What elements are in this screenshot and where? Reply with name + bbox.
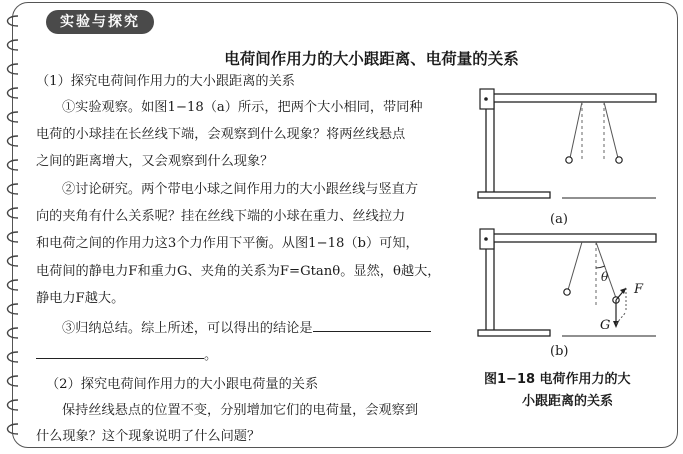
heading-distance: （1）探究电荷间作用力的大小跟距离的关系 — [36, 74, 295, 89]
force-g-label: G — [600, 318, 611, 333]
spiral-binding — [0, 10, 22, 450]
support-arm-a — [486, 94, 656, 102]
figure-a-apparatus — [472, 88, 662, 208]
paragraph-observe-line3: 之间的距离增大，又会观察到什么现象？ — [36, 154, 274, 169]
paragraph-discuss-line3: 和电荷之间的作用力这3个力作用下平衡。从图1−18（b）可知， — [36, 236, 419, 251]
figure-b-label: (b) — [550, 344, 569, 359]
page-title: 电荷间作用力的大小跟距离、电荷量的关系 — [224, 50, 519, 68]
paragraph-observe-line2: 电荷的小球挂在长丝线下端，会观察到什么现象？将两丝线悬点 — [36, 127, 406, 142]
clamp-screw-a — [484, 97, 488, 101]
force-f-label: F — [634, 282, 644, 297]
angle-theta-label: θ — [601, 270, 609, 284]
thread-left-b — [568, 242, 582, 290]
force-arrowhead-g — [613, 321, 619, 328]
stand-base-b — [478, 330, 550, 336]
thread-left-a — [570, 102, 582, 158]
figure-caption-line1: 图1−18 电荷作用力的大 — [484, 372, 631, 387]
support-arm-b — [486, 234, 656, 242]
clamp-screw-b — [484, 237, 488, 241]
answer-blank-2[interactable] — [36, 343, 204, 359]
stand-base-a — [478, 192, 550, 198]
paragraph-discuss-line2: 向的夹角有什么关系呢？挂在丝线下端的小球在重力、丝线拉力 — [36, 209, 406, 224]
thread-right-a — [604, 102, 618, 158]
conclusion-prompt: ③归纳总结。综上所述，可以得出的结论是 — [62, 321, 313, 336]
paragraph-charge-line1: 保持丝线悬点的位置不变，分别增加它们的电荷量，会观察到 — [62, 403, 419, 418]
heading-charge: （2）探究电荷间作用力的大小跟电荷量的关系 — [46, 377, 319, 392]
section-badge: 实验与探究 — [46, 10, 154, 34]
paragraph-conclusion-line1 — [62, 316, 431, 339]
ball-left-a — [566, 157, 572, 163]
figure-a-label: (a) — [550, 212, 568, 227]
paragraph-conclusion-line2 — [36, 343, 217, 366]
paragraph-observe-line1: ①实验观察。如图1−18（a）所示，把两个大小相同，带同种 — [62, 100, 423, 115]
paragraph-charge-line2: 什么现象？这个现象说明了什么问题？ — [36, 429, 261, 444]
figure-caption-line2: 小跟距离的关系 — [522, 394, 614, 409]
conclusion-period: 。 — [204, 348, 218, 363]
answer-blank-1[interactable] — [313, 316, 431, 332]
paragraph-discuss-line5: 静电力F越大。 — [36, 291, 125, 306]
paragraph-discuss-line4: 电荷间的静电力F和重力G、夹角的关系为F=Gtanθ。显然，θ越大， — [36, 264, 441, 279]
ball-left-b — [564, 289, 570, 295]
force-arrowhead-f — [620, 288, 626, 294]
ball-right-a — [616, 157, 622, 163]
angle-arc-b — [596, 266, 605, 268]
paragraph-discuss-line1: ②讨论研究。两个带电小球之间作用力的大小跟丝线与竖直方 — [62, 182, 419, 197]
